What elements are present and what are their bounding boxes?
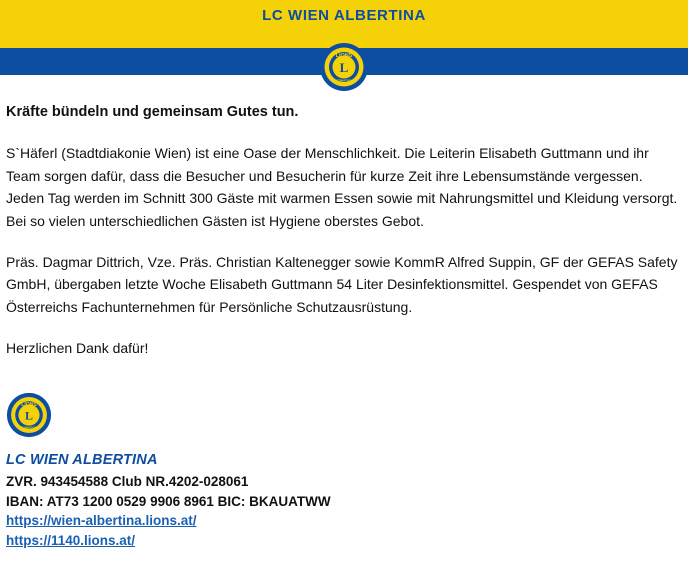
page-footer xyxy=(6,392,682,550)
svg-text:LIONS: LIONS xyxy=(21,401,37,408)
footer-link-wien-albertina[interactable]: https://wien-albertina.lions.at/ xyxy=(6,513,197,529)
footer-bank-details: IBAN: AT73 1200 0529 9906 8961 BIC: BKAUATWW xyxy=(6,493,331,509)
page-title: LC WIEN ALBERTINA xyxy=(262,7,426,24)
lions-club-emblem-icon xyxy=(6,392,52,438)
svg-text:L: L xyxy=(339,60,349,75)
page-header xyxy=(0,0,688,98)
svg-text:INTERNATIONAL: INTERNATIONAL xyxy=(17,426,41,430)
article-paragraph-2: Präs. Dagmar Dittrich, Vze. Präs. Christian Kaltenegger sowie KommR Alfred Suppin, GF der GEFAS Safety GmbH, übergaben letzte Woche Elisabeth Guttmann 54 Liter Desinfektionsmittel. Gespendet von GEFAS Österreichs Fachunternehmen für Persönliche Schutzausrüstung. xyxy=(6,253,678,316)
article-paragraph-1: S`Häferl (Stadtdiakonie Wien) ist eine Oase der Menschlichkeit. Die Leiterin Elisabeth Guttmann und ihr Team sorgen dafür, dass die Besucher und Besucherin für kurze Zeit ihre Lebensumstände vergessen. Jeden Tag werden im Schnitt 300 Gäste mit warmen Essen sowie mit Nahrungsmittel und Kleidung versorgt. Bei so vielen unterschiedlichen Gästen ist Hygiene oberstes Gebot. xyxy=(6,145,678,230)
footer-link-1140-lions[interactable]: https://1140.lions.at/ xyxy=(6,532,136,548)
lions-club-emblem-icon xyxy=(319,42,369,92)
article-paragraph-3: Herzlichen Dank dafür! xyxy=(6,339,149,356)
footer-logo xyxy=(6,392,682,450)
article-lead: Kräfte bündeln und gemeinsam Gutes tun. xyxy=(6,104,299,120)
footer-zvr-number: ZVR. 943454588 Club NR.4202-028061 xyxy=(6,474,249,489)
footer-club-name: LC WIEN ALBERTINA xyxy=(6,452,158,468)
svg-text:INTERNATIONAL: INTERNATIONAL xyxy=(331,78,357,83)
article-body xyxy=(6,104,682,359)
svg-text:L: L xyxy=(25,408,33,423)
svg-text:LIONS: LIONS xyxy=(335,53,353,59)
